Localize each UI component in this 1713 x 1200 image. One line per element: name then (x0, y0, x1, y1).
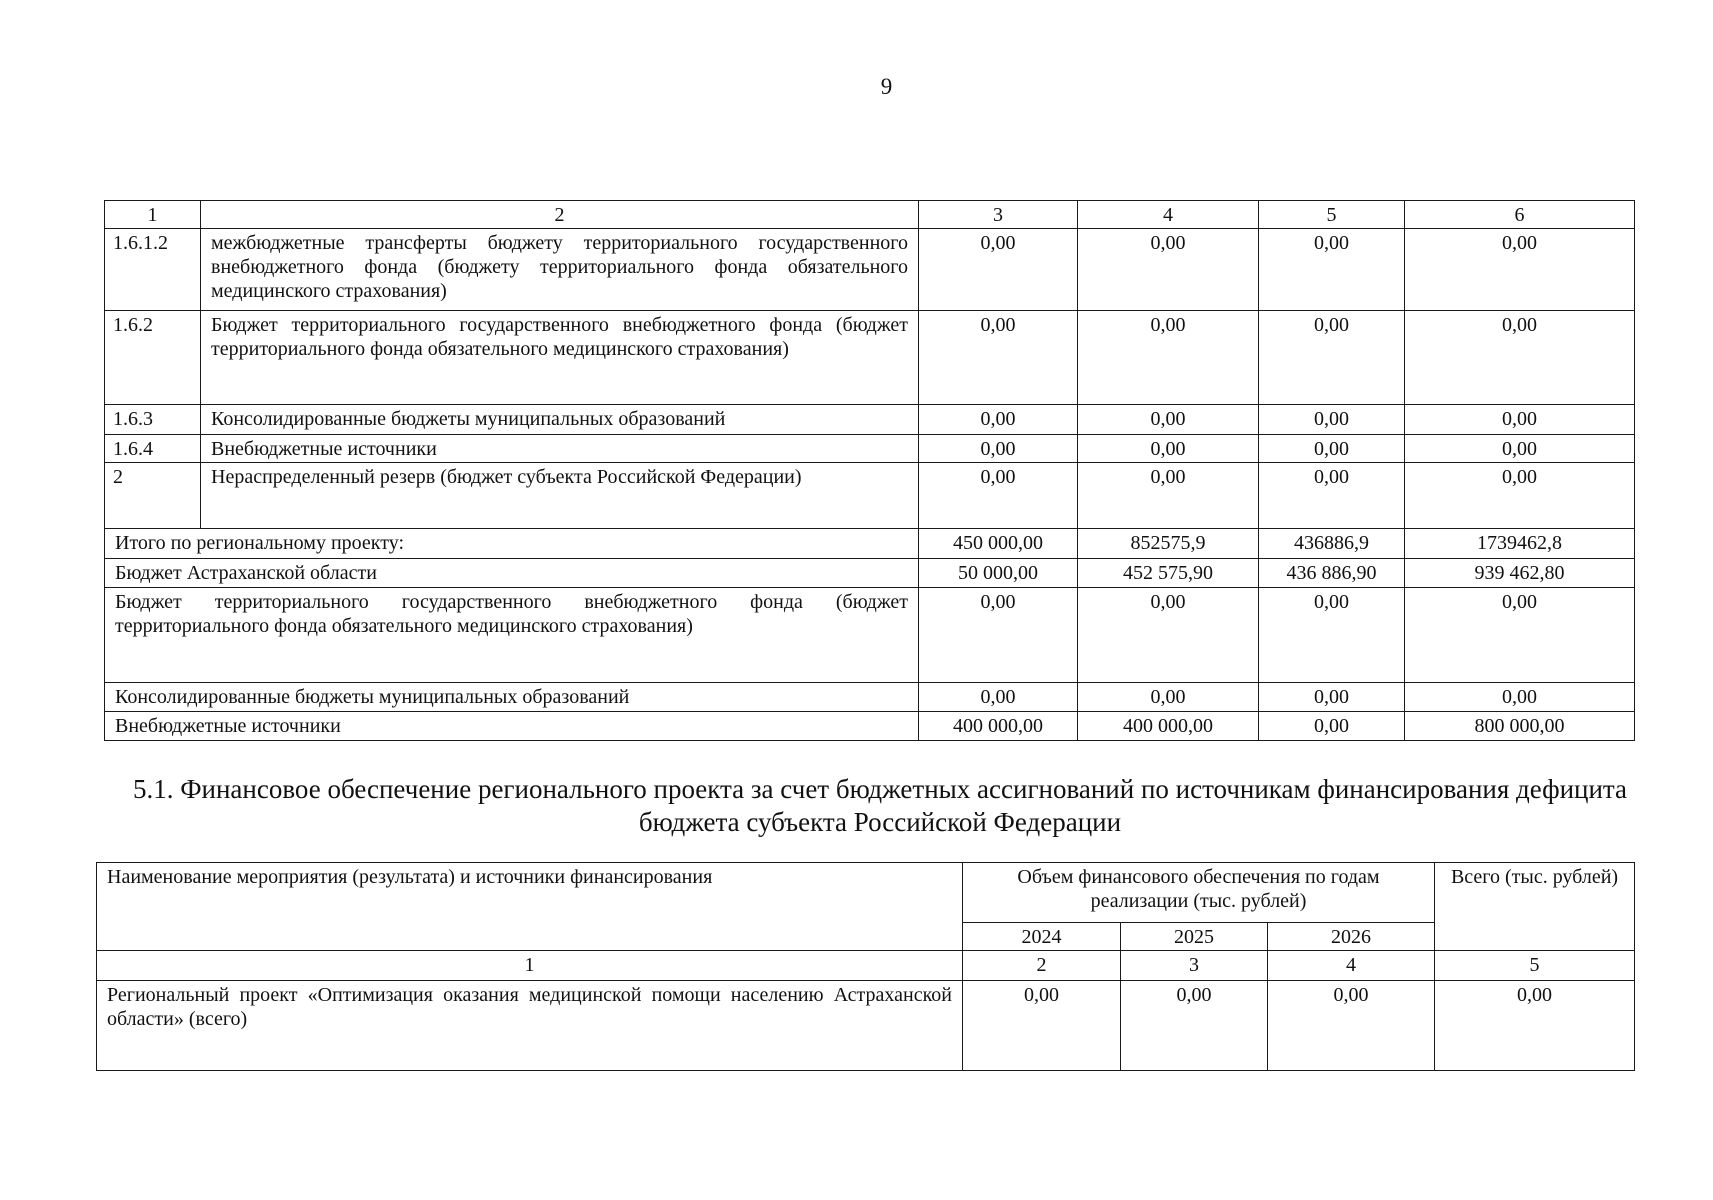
value-cell: 0,00 (1259, 435, 1405, 463)
row-name: Региональный проект «Оптимизация оказания медицинской помощи населению Астраханской области» (всего) (97, 981, 963, 1071)
year-header: 2025 (1121, 923, 1268, 951)
source-label: Бюджет Астраханской области (105, 559, 919, 588)
header-cell: 2 (201, 201, 919, 229)
row-name: Бюджет территориального государственного внебюджетного фонда (бюджет территориального фонда обязательного медицинского страхования) (201, 311, 919, 405)
value-cell: 0,00 (1078, 435, 1259, 463)
deficit-financing-table (96, 862, 1635, 1071)
value-cell: 0,00 (1078, 683, 1259, 712)
value-cell: 1739462,8 (1405, 529, 1635, 559)
value-cell: 436886,9 (1259, 529, 1405, 559)
row-number: 1.6.1.2 (105, 229, 201, 311)
value-cell: 0,00 (1405, 435, 1635, 463)
value-cell: 0,00 (1259, 311, 1405, 405)
table-row (97, 981, 1635, 1071)
value-cell: 0,00 (963, 981, 1121, 1071)
value-cell: 452 575,90 (1078, 559, 1259, 588)
header-cell: 3 (919, 201, 1078, 229)
header-cell: 3 (1121, 951, 1268, 981)
value-cell: 0,00 (1259, 712, 1405, 741)
volume-header: Объем финансового обеспечения по годам реализации (тыс. рублей) (963, 863, 1435, 923)
value-cell: 0,00 (1405, 683, 1635, 712)
value-cell: 450 000,00 (919, 529, 1078, 559)
table-row (105, 405, 1635, 435)
table-row (105, 435, 1635, 463)
value-cell: 0,00 (1259, 405, 1405, 435)
value-cell: 0,00 (1405, 463, 1635, 529)
value-cell: 0,00 (1405, 405, 1635, 435)
value-cell: 0,00 (919, 588, 1078, 683)
value-cell: 0,00 (1078, 405, 1259, 435)
section-heading: 5.1. Финансовое обеспечение регионального проекта за счет бюджетных ассигнований по источникам финансирования дефицита бюджета субъекта Российской Федерации (132, 774, 1628, 837)
header-row (97, 863, 1635, 923)
value-cell: 400 000,00 (919, 712, 1078, 741)
row-number: 2 (105, 463, 201, 529)
year-header: 2026 (1268, 923, 1435, 951)
value-cell: 0,00 (1078, 463, 1259, 529)
year-header: 2024 (963, 923, 1121, 951)
header-cell: 5 (1259, 201, 1405, 229)
value-cell: 0,00 (1078, 588, 1259, 683)
value-cell: 0,00 (1259, 683, 1405, 712)
value-cell: 400 000,00 (1078, 712, 1259, 741)
column-numbering-row (97, 951, 1635, 981)
header-cell: 4 (1078, 201, 1259, 229)
source-label: Бюджет территориального государственного внебюджетного фонда (бюджет территориального фонда обязательного медицинского страхования) (105, 588, 919, 683)
value-cell: 852575,9 (1078, 529, 1259, 559)
value-cell: 0,00 (1121, 981, 1268, 1071)
row-name: Внебюджетные источники (201, 435, 919, 463)
value-cell: 0,00 (919, 683, 1078, 712)
table-row (105, 463, 1635, 529)
value-cell: 0,00 (919, 435, 1078, 463)
value-cell: 0,00 (1259, 588, 1405, 683)
value-cell: 0,00 (1259, 463, 1405, 529)
header-cell: 5 (1435, 951, 1635, 981)
header-cell: 6 (1405, 201, 1635, 229)
source-row (105, 559, 1635, 588)
row-name: Нераспределенный резерв (бюджет субъекта Российской Федерации) (201, 463, 919, 529)
value-cell: 0,00 (1078, 229, 1259, 311)
total-row (105, 529, 1635, 559)
source-label: Внебюджетные источники (105, 712, 919, 741)
value-cell: 800 000,00 (1405, 712, 1635, 741)
value-cell: 0,00 (1405, 311, 1635, 405)
value-cell: 436 886,90 (1259, 559, 1405, 588)
value-cell: 0,00 (919, 463, 1078, 529)
value-cell: 0,00 (1405, 229, 1635, 311)
source-row (105, 683, 1635, 712)
value-cell: 0,00 (919, 229, 1078, 311)
value-cell: 0,00 (1405, 588, 1635, 683)
column-numbering-row (105, 201, 1635, 229)
header-cell: 4 (1268, 951, 1435, 981)
value-cell: 939 462,80 (1405, 559, 1635, 588)
value-cell: 0,00 (1259, 229, 1405, 311)
table-row (105, 311, 1635, 405)
source-row (105, 712, 1635, 741)
row-number: 1.6.4 (105, 435, 201, 463)
total-label: Итого по региональному проекту: (105, 529, 919, 559)
row-name: межбюджетные трансферты бюджету территориального государственного внебюджетного фонда (бюджету территориального фонда обязательного медицинского страхования) (201, 229, 919, 311)
page-number: 9 (880, 74, 893, 99)
value-cell: 0,00 (919, 405, 1078, 435)
value-cell: 0,00 (919, 311, 1078, 405)
source-label: Консолидированные бюджеты муниципальных образований (105, 683, 919, 712)
header-cell: 2 (963, 951, 1121, 981)
row-name: Консолидированные бюджеты муниципальных образований (201, 405, 919, 435)
value-cell: 0,00 (1268, 981, 1435, 1071)
source-row (105, 588, 1635, 683)
financing-table (104, 200, 1635, 741)
row-number: 1.6.3 (105, 405, 201, 435)
value-cell: 50 000,00 (919, 559, 1078, 588)
header-cell: 1 (97, 951, 963, 981)
name-column-header: Наименование мероприятия (результата) и источники финансирования (97, 863, 963, 951)
row-number: 1.6.2 (105, 311, 201, 405)
total-header: Всего (тыс. рублей) (1435, 863, 1635, 951)
header-cell: 1 (105, 201, 201, 229)
table-row (105, 229, 1635, 311)
value-cell: 0,00 (1435, 981, 1635, 1071)
value-cell: 0,00 (1078, 311, 1259, 405)
